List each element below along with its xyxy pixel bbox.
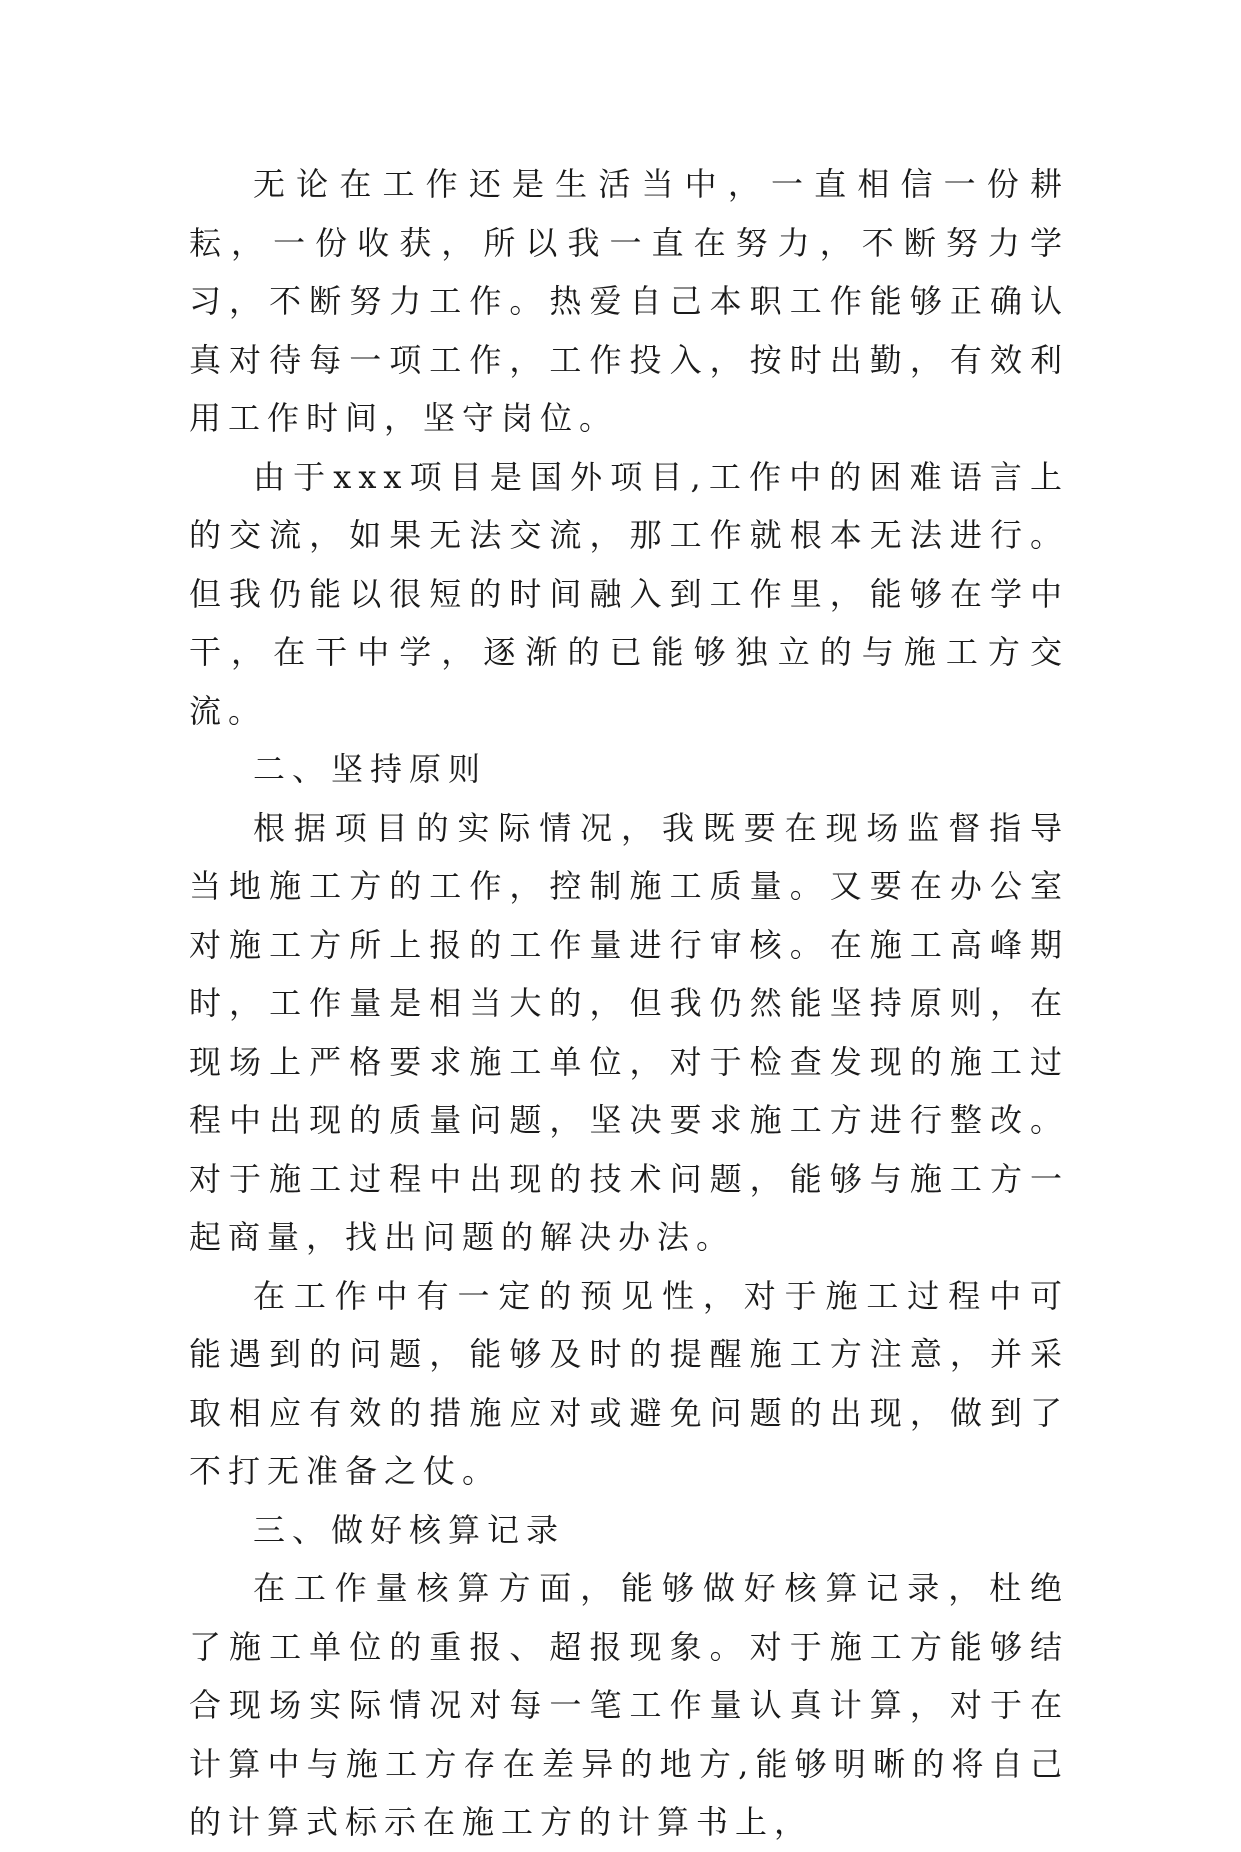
paragraph-language-communication: 由于xxx项目是国外项目,工作中的困难语言上的交流，如果无法交流，那工作就根本无法进行。但我仍能以很短的时间融入到工作里，能够在学中干，在干中学，逐渐的已能够独立的与施工方交流。 — [189, 457, 1069, 730]
section-heading-principles: 二、坚持原则 — [253, 750, 488, 788]
paragraph-work-attitude: 无论在工作还是生活当中，一直相信一份耕耘，一份收获，所以我一直在努力，不断努力学习，不断努力工作。热爱自己本职工作能够正确认真对待每一项工作，工作投入，按时出勤，有效利用工作时间，坚守岗位。 — [189, 165, 1069, 437]
section-heading-accounting: 三、做好核算记录 — [253, 1510, 566, 1549]
paragraph-accounting-records: 在工作量核算方面，能够做好核算记录，杜绝了施工单位的重报、超报现象。对于施工方能够结合现场实际情况对每一笔工作量认真计算，对于在计算中与施工方存在差异的地方,能够明晰的将自己的计算式标示在施工方的计算书上， — [189, 1569, 1069, 1841]
document-body — [189, 155, 1069, 1852]
paragraph-site-supervision: 根据项目的实际情况，我既要在现场监督指导当地施工方的工作，控制施工质量。又要在办公室对施工方所上报的工作量进行审核。在施工高峰期时，工作量是相当大的，但我仍然能坚持原则，在现场上严格要求施工单位，对于检查发现的施工过程中出现的质量问题，坚决要求施工方进行整改。对于施工过程中出现的技术问题，能够与施工方一起商量，找出问题的解决办法。 — [189, 808, 1069, 1256]
paragraph-foresight: 在工作中有一定的预见性，对于施工过程中可能遇到的问题，能够及时的提醒施工方注意，并采取相应有效的措施应对或避免问题的出现，做到了不打无准备之仗。 — [189, 1276, 1069, 1490]
